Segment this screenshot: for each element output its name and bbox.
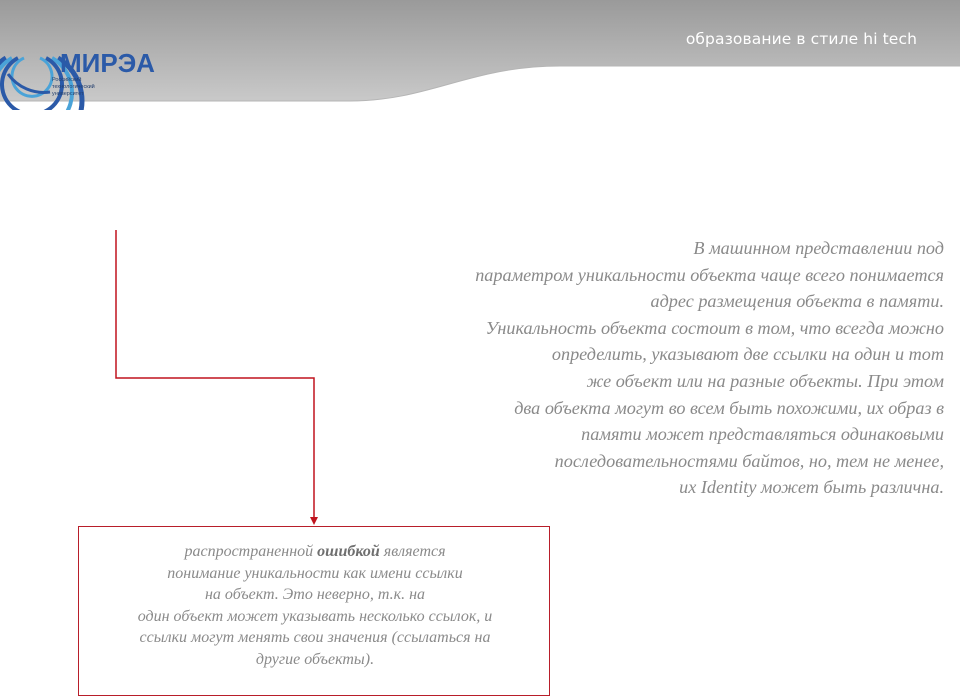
- paragraph-line: В машинном представлении под: [693, 238, 944, 258]
- arrow-head-icon: [310, 517, 318, 525]
- paragraph-line: два объекта могут во всем быть похожими, их образ в: [514, 397, 944, 418]
- paragraph-line: памяти может представляться одинаковыми: [581, 424, 944, 445]
- note-line: понимание уникальности как имени ссылки: [167, 564, 463, 582]
- note-text-part: распространенной: [184, 543, 318, 560]
- paragraph-line: последовательностями байтов, но, тем не менее,: [554, 450, 944, 471]
- header-tagline: образование в стиле hi tech: [685, 30, 917, 48]
- paragraph-line: же объект или на разные объекты. При этом: [586, 370, 944, 391]
- note-text-part: является: [379, 543, 446, 560]
- logo-subtitle-line: Российский: [52, 77, 82, 83]
- paragraph-line: их Identity может быть различна.: [679, 477, 944, 498]
- paragraph-line: определить, указывают две ссылки на один и тот: [551, 344, 944, 365]
- logo-subtitle-line: технологический: [52, 83, 95, 90]
- note-line: ссылки могут менять свои значения (ссылаться на: [139, 629, 491, 647]
- note-line: другие объекты).: [255, 650, 375, 668]
- note-line: один объект может указывать несколько ссылок, и: [137, 607, 493, 625]
- logo-wordmark: МИРЭА: [60, 48, 155, 78]
- main-paragraph: [370, 235, 944, 501]
- logo-subtitle-line: университет: [52, 90, 84, 97]
- note-line: [79, 541, 551, 563]
- note-box: [78, 526, 550, 696]
- note-line: на объект. Это неверно, т.к. на: [204, 586, 426, 604]
- paragraph-line: параметром уникальности объекта чаще всего понимается: [475, 264, 944, 285]
- note-emphasis: ошибкой: [317, 543, 380, 560]
- paragraph-line: Уникальность объекта состоит в том, что всегда можно: [485, 317, 944, 338]
- paragraph-line: адрес размещения объекта в памяти.: [650, 291, 944, 312]
- note-text: [79, 541, 551, 671]
